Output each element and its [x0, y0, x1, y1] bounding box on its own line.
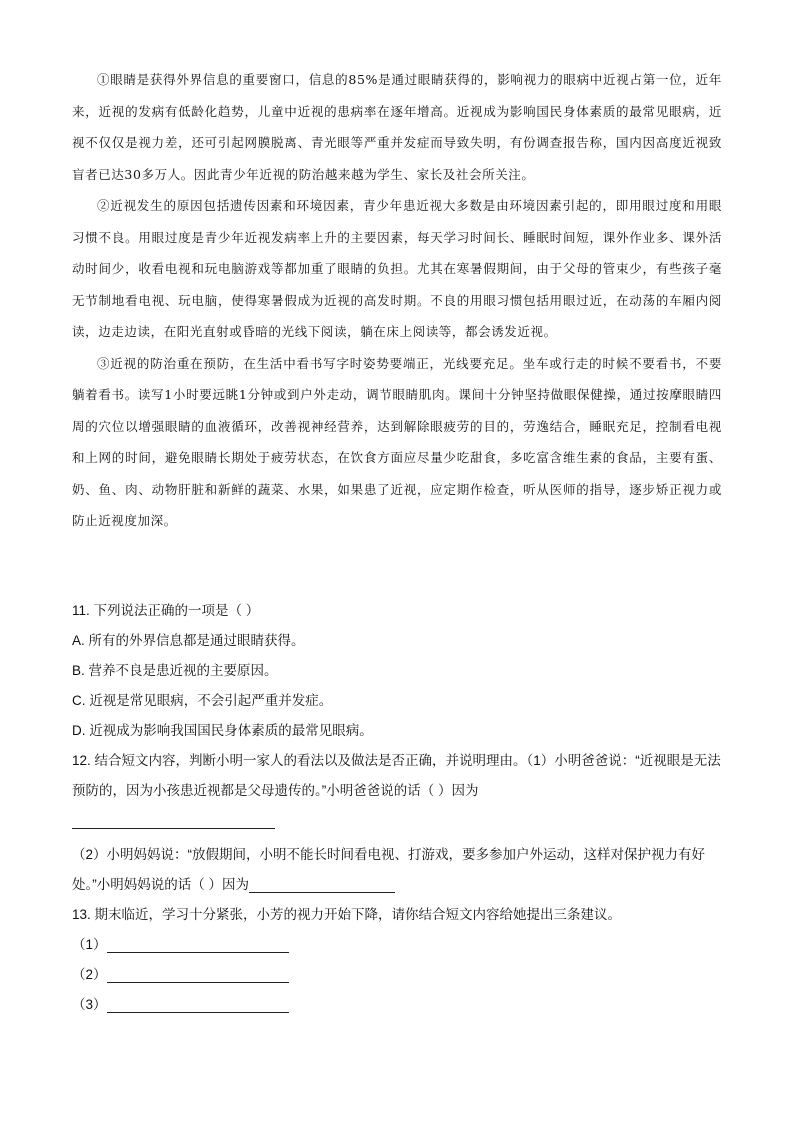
- question-11-option-d[interactable]: D. 近视成为影响我国国民身体素质的最常见眼病。: [72, 723, 373, 738]
- answer-blank-13-1[interactable]: [107, 936, 289, 953]
- question-12-part-2: [72, 840, 722, 900]
- question-13-item-1: [72, 930, 722, 960]
- question-11-option-b[interactable]: B. 营养不良是患近视的主要原因。: [72, 663, 278, 678]
- question-11-option-c[interactable]: C. 近视是常见眼病，不会引起严重并发症。: [72, 693, 333, 708]
- question-11-option-a[interactable]: A. 所有的外界信息都是通过眼睛获得。: [72, 633, 305, 648]
- question-12-stem: 12. 结合短文内容，判断小明一家人的看法以及做法是否正确，并说明理由。（1）小明爸爸说：“近视眼是无法预防的，因为小孩患近视都是父母遗传的。”小明爸爸说的话（ ）因为: [72, 753, 721, 798]
- question-13-item-3: [72, 990, 722, 1020]
- answer-blank-12-1[interactable]: [72, 812, 275, 829]
- passage-paragraph-2: ②近视发生的原因包括遗传因素和环境因素，青少年患近视大多数是由环境因素引起的，即用眼过度和用眼习惯不良。用眼过度是青少年近视发病率上升的主要因素，每天学习时间长、睡眠时间短，课外作业多、课外活动时间少，收看电视和玩电脑游戏等都加重了眼睛的负担。尤其在寒暑假期间，由于父母的管束少，有些孩子毫无节制地看电视、玩电脑，使得寒暑假成为近视的高发时期。不良的用眼习惯包括用眼过近，在动荡的车厢内阅读，边走边读，在阳光直射或昏暗的光线下阅读，躺在床上阅读等，都会诱发近视。: [72, 198, 722, 339]
- answer-blank-13-2[interactable]: [107, 966, 289, 983]
- question-13-item-1-label: （1）: [72, 937, 107, 952]
- question-11-stem: 11. 下列说法正确的一项是（ ）: [72, 603, 260, 618]
- passage-paragraph-1: ①眼睛是获得外界信息的重要窗口，信息的85%是通过眼睛获得的，影响视力的眼病中近视占第一位，近年来，近视的发病有低龄化趋势，儿童中近视的患病率在逐年增高。近视成为影响国民身体素质的最常见眼病，近视不仅仅是视力差，还可引起网膜脱离、青光眼等严重并发症而导致失明，有份调查报告称，国内因高度近视致盲者已达30多万人。因此青少年近视的防治越来越为学生、家长及社会所关注。: [72, 72, 722, 182]
- question-13-stem: 13. 期末临近，学习十分紧张，小芳的视力开始下降，请你结合短文内容给她提出三条建议。: [72, 907, 622, 922]
- question-13-item-2: [72, 960, 722, 990]
- question-12-part-2-text: （2）小明妈妈说：“放假期间，小明不能长时间看电视、打游戏，要多参加户外运动，这样对保护视力有好处。”小明妈妈说的话（ ）因为: [72, 847, 706, 892]
- question-13-item-3-label: （3）: [72, 997, 107, 1012]
- question-12-answer-row-1: [72, 806, 722, 840]
- answer-blank-12-2[interactable]: [249, 876, 395, 893]
- questions-section: [72, 596, 722, 1020]
- answer-blank-13-3[interactable]: [107, 996, 289, 1013]
- passage-paragraph-3: ③近视的防治重在预防，在生活中看书写字时姿势要端正，光线要充足。坐车或行走的时候不要看书，不要躺着看书。读写1小时要远眺1分钟或到户外走动，调节眼睛肌肉。课间十分钟坚持做眼保健操，通过按摩眼睛四周的穴位以增强眼睛的血液循环，改善视神经营养，达到解除眼疲劳的目的，劳逸结合，睡眠充足，控制看电视和上网的时间，避免眼睛长期处于疲劳状态，在饮食方面应尽量少吃甜食，多吃富含维生素的食品，主要有蛋、奶、鱼、肉、动物肝脏和新鲜的蔬菜、水果，如果患了近视，应定期作检查，听从医师的指导，逐步矫正视力或防止近视度加深。: [72, 355, 722, 528]
- question-13-item-2-label: （2）: [72, 967, 107, 982]
- reading-passage: [72, 64, 722, 537]
